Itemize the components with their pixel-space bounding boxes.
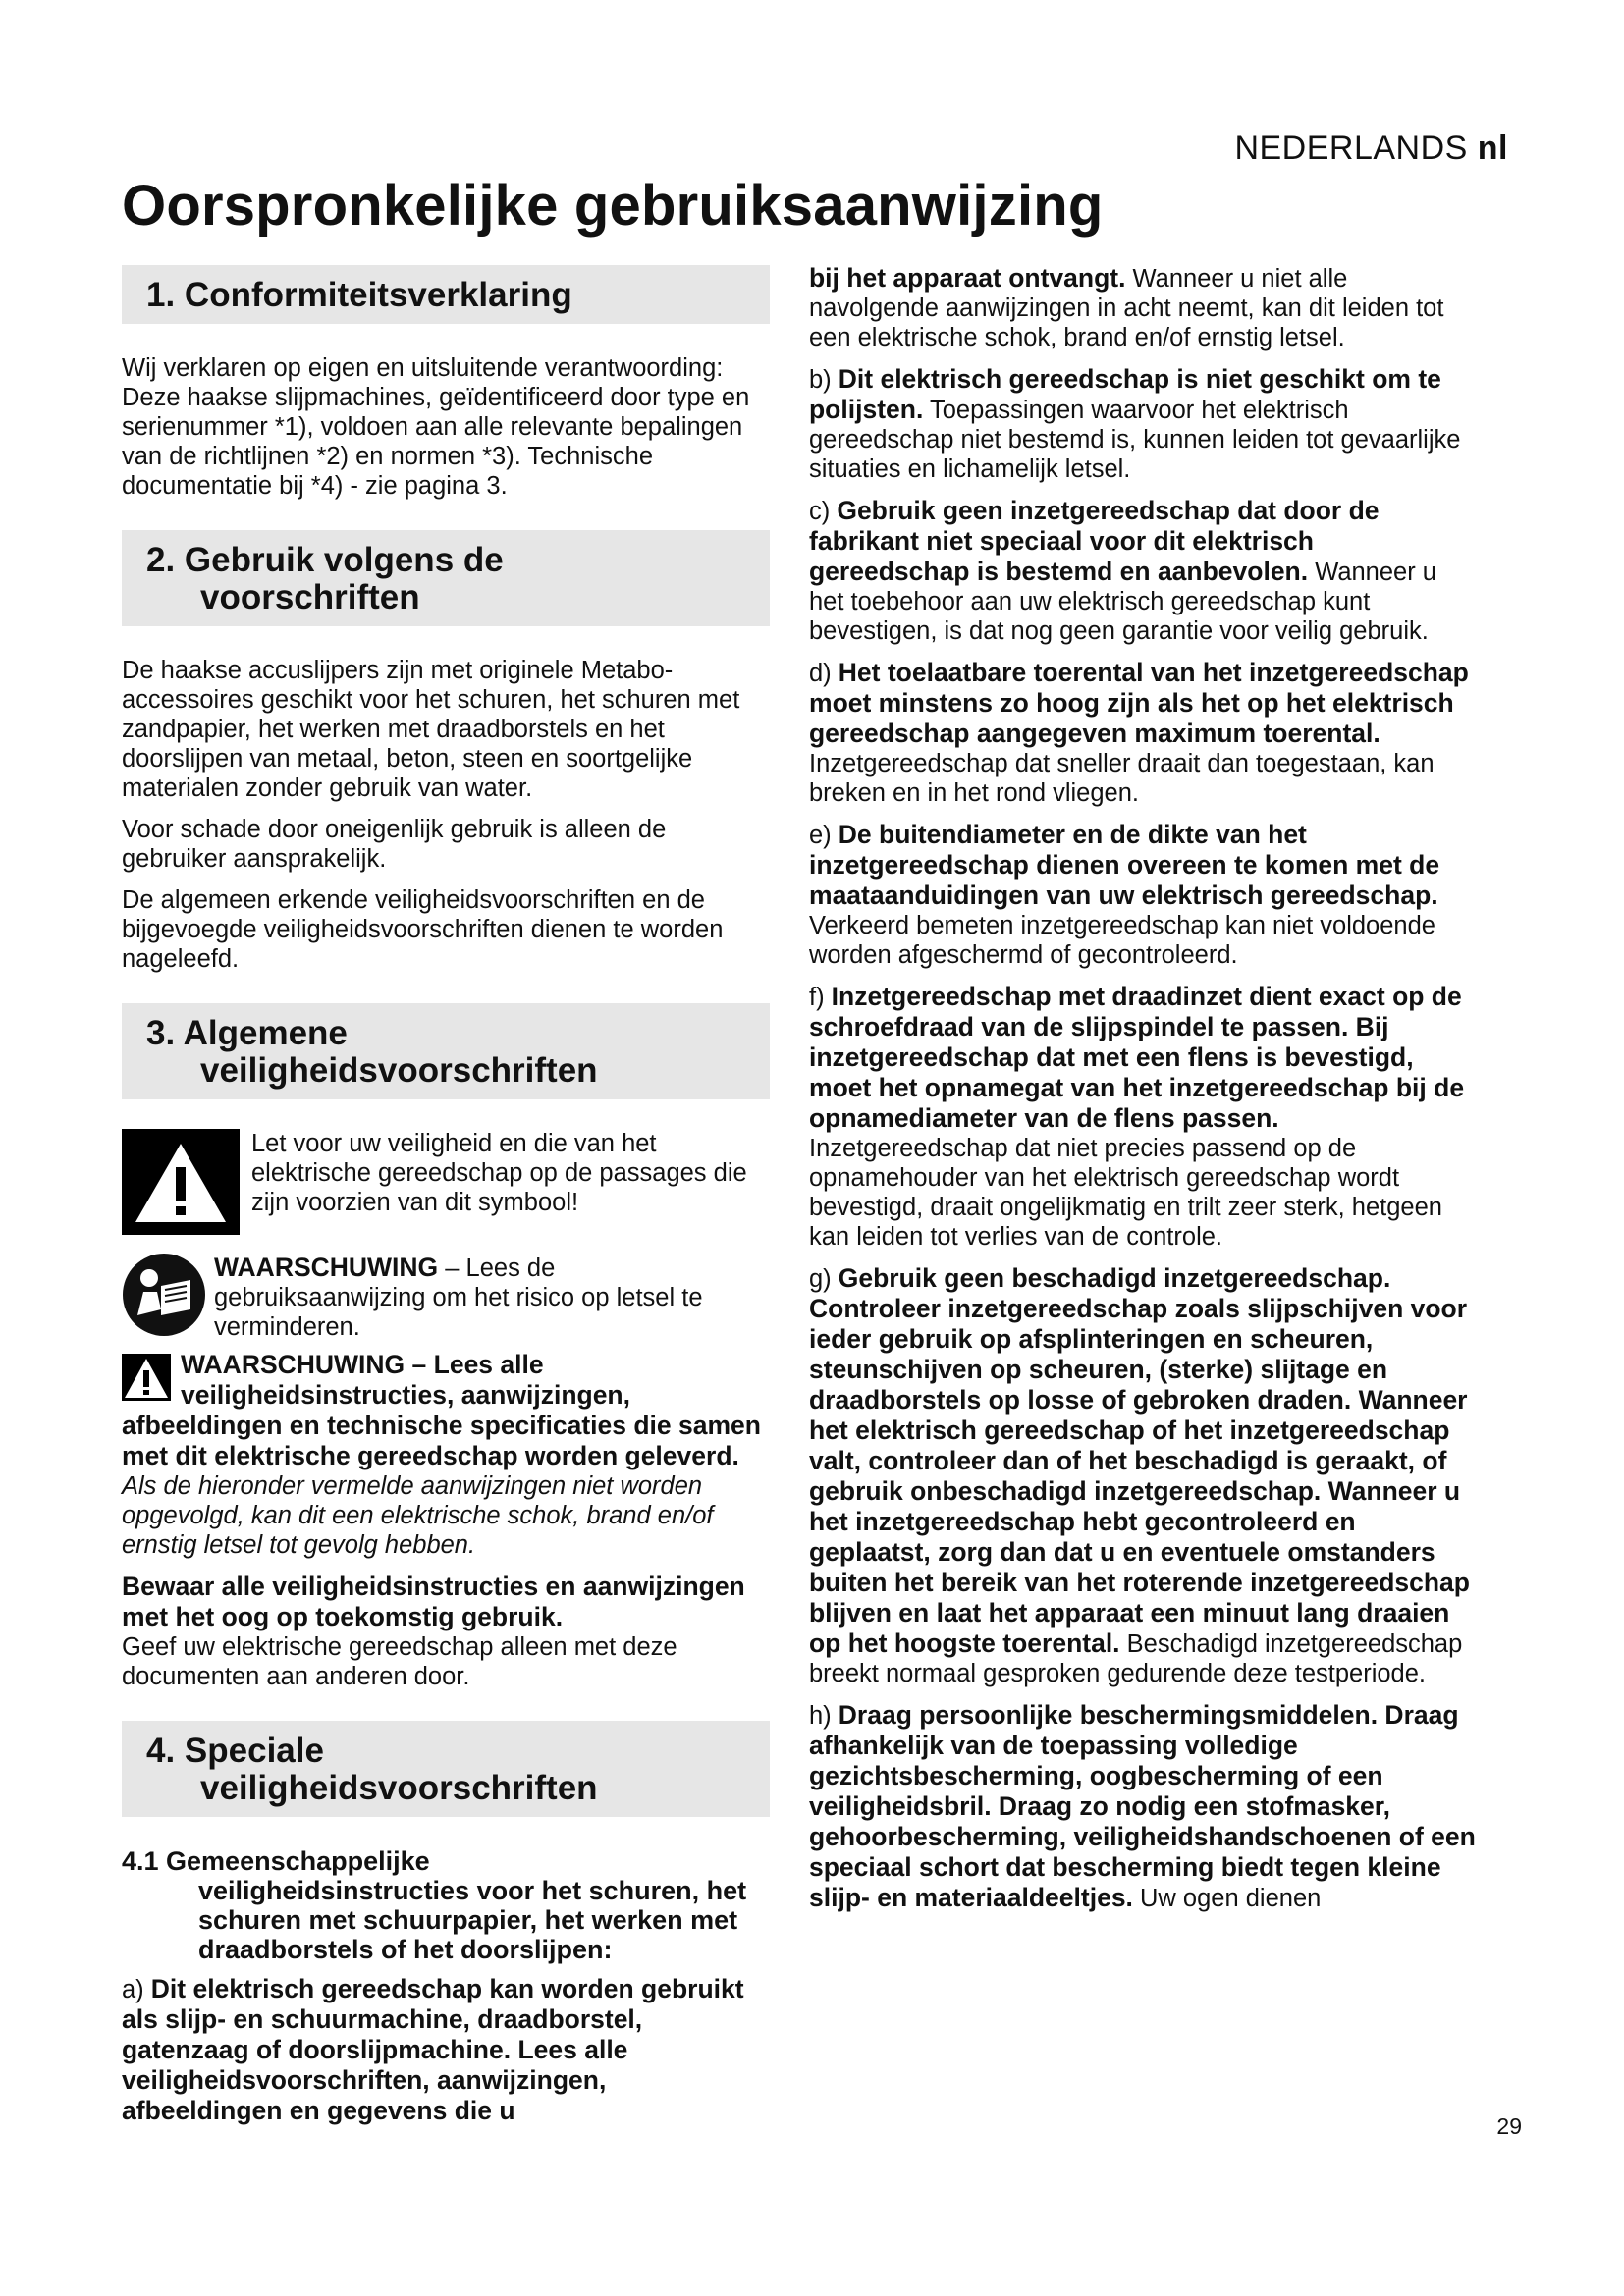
- item-e-marker: e): [809, 822, 839, 849]
- item-f-bold: Inzetgereedschap met draadinzet dient exact op de schroefdraad van de slijpspindel te passen. Bij inzetgereedschap dat met een flens is bevestigd, moet het opnamegat van het inzetgereedschap bij de opnamediameter van de flens passen.: [809, 982, 1465, 1133]
- read-manual-icon: [122, 1253, 206, 1337]
- item-g-marker: g): [809, 1265, 839, 1293]
- item-h-marker: h): [809, 1702, 839, 1730]
- item-d-marker: d): [809, 660, 839, 687]
- page-number: 29: [1496, 2113, 1522, 2139]
- item-g: [809, 1263, 1477, 1688]
- item-f-text: Inzetgereedschap dat niet precies passend op de opnamehouder van het elektrisch gereedschap wordt bevestigd, draait ongelijkmatig en trilt zeer sterk, hetgeen kan leiden tot verlies van de controle.: [809, 1135, 1442, 1251]
- read-manual-warning-text: – Lees de gebruiksaanwijzing om het risico op letsel te verminderen.: [214, 1255, 703, 1341]
- item-f: [809, 982, 1477, 1252]
- item-c: [809, 496, 1477, 646]
- section-heading-4: [122, 1721, 770, 1817]
- section-heading-2-line2: voorschriften: [200, 578, 420, 616]
- language-name: NEDERLANDS: [1234, 130, 1468, 167]
- keep-instructions-bold: [122, 1572, 770, 1632]
- item-g-text: Beschadigd inzetgereedschap breekt normaal gesproken gedurende deze testperiode.: [809, 1630, 1463, 1687]
- warning-symbol-text: Let voor uw veiligheid en die van het elektrische gereedschap op de passages die zijn voorzien van dit symbool!: [251, 1130, 747, 1216]
- section-heading-1: [122, 265, 770, 324]
- keep-instructions-text: Geef uw elektrische gereedschap alleen met deze documenten aan anderen door.: [122, 1633, 677, 1690]
- item-e-text: Verkeerd bemeten inzetgereedschap kan niet voldoende worden afgeschermd of gecontroleerd.: [809, 912, 1435, 969]
- item-a: [122, 1974, 770, 2126]
- item-h-text: Uw ogen dienen: [1132, 1885, 1322, 1912]
- item-a-bold: Dit elektrisch gereedschap kan worden gebruikt als slijp- en schuurmachine, draadborstel, gatenzaag of doorslijpmachine. Lees alle veiligheidsvoorschriften, aanwijzingen, afbeeldingen en gegevens die u: [122, 1974, 744, 2125]
- item-b-bold: Dit elektrisch gereedschap is niet geschikt om te polijsten.: [809, 364, 1441, 424]
- warning-symbol-row: [122, 1129, 770, 1235]
- subsection-heading-4-1-line2: veiligheidsinstructies voor het schuren, het schuren met schuurpapier, het werken met draadborstels of het doorslijpen:: [198, 1876, 747, 1964]
- item-a-marker: a): [122, 1976, 151, 2003]
- keep-instructions-bold-text: Bewaar alle veiligheidsinstructies en aanwijzingen met het oog op toekomstig gebruik.: [122, 1572, 745, 1631]
- small-warning-triangle-icon: [122, 1354, 171, 1401]
- item-c-text: Wanneer u het toebehoor aan uw elektrisch gereedschap kunt bevestigen, is dat nog geen garantie voor veilig gebruik.: [809, 559, 1436, 645]
- item-d: [809, 658, 1477, 808]
- page-title: Oorspronkelijke gebruiksaanwijzing: [122, 174, 1104, 238]
- section-2-paragraph-3: De algemeen erkende veiligheidsvoorschriften en de bijgevoegde veiligheidsvoorschriften dienen te worden nageleefd.: [122, 886, 724, 973]
- item-e-bold: De buitendiameter en de dikte van het inzetgereedschap dienen overeen te komen met de maataanduidingen van uw elektrisch gereedschap.: [809, 820, 1440, 910]
- section-heading-1-text: 1. Conformiteitsverklaring: [146, 276, 572, 314]
- item-b-marker: b): [809, 366, 839, 394]
- subsection-heading-4-1-line1: 4.1 Gemeenschappelijke: [122, 1846, 430, 1876]
- item-d-text: Inzetgereedschap dat sneller draait dan toegestaan, kan breken en in het rond vliegen.: [809, 750, 1435, 807]
- left-column: [122, 265, 770, 2138]
- section-heading-2-line1: 2. Gebruik volgens de: [146, 541, 504, 579]
- general-warning-paragraph: [122, 1350, 770, 1560]
- item-c-bold: Gebruik geen inzetgereedschap dat door de fabrikant niet speciaal voor dit elektrisch gereedschap is bestemd en aanbevolen.: [809, 496, 1380, 586]
- section-2-paragraph-1: De haakse accuslijpers zijn met originele Metabo-accessoires geschikt voor het schuren, het schuren met zandpapier, het werken met draadborstels en het doorslijpen van metaal, beton, steen en soortgelijke materialen zonder gebruik van water.: [122, 657, 740, 802]
- item-b-text: Toepassingen waarvoor het elektrisch gereedschap niet bestemd is, kunnen leiden tot gevaarlijke situaties en lichamelijk letsel.: [809, 397, 1461, 483]
- section-heading-3-line2: veiligheidsvoorschriften: [200, 1051, 598, 1090]
- item-d-bold: Het toelaatbare toerental van het inzetgereedschap moet minstens zo hoog zijn als het op het elektrisch gereedschap aangegeven maximum toerental.: [809, 658, 1469, 748]
- language-code: nl: [1477, 130, 1508, 167]
- item-a-continued: [809, 263, 1477, 352]
- section-heading-2: [122, 530, 770, 626]
- item-f-marker: f): [809, 984, 832, 1011]
- section-heading-4-line2: veiligheidsvoorschriften: [200, 1769, 598, 1807]
- section-heading-3-line1: 3. Algemene: [146, 1014, 348, 1052]
- read-manual-warning-label: WAARSCHUWING: [214, 1253, 439, 1282]
- item-h: [809, 1700, 1477, 1913]
- read-manual-row: [122, 1253, 770, 1342]
- section-heading-4-line1: 4. Speciale: [146, 1732, 324, 1770]
- read-manual-text: [214, 1253, 770, 1342]
- item-c-marker: c): [809, 498, 838, 525]
- right-column: [809, 263, 1477, 1925]
- warning-triangle-icon: [122, 1129, 240, 1235]
- item-h-bold: Draag persoonlijke beschermingsmiddelen. Draag afhankelijk van de toepassing volledige gezichtsbescherming, oogbescherming of een veiligheidsbril. Draag zo nodig een stofmasker, gehoorbescherming, veiligheidshandschoenen of een speciaal schort dat bescherming biedt tegen kleine slijp- en materiaaldeeltjes.: [809, 1700, 1476, 1912]
- general-warning-italic: Als de hieronder vermelde aanwijzingen niet worden opgevolgd, kan dit een elektrische schok, brand en/of ernstig letsel tot gevolg hebben.: [122, 1472, 714, 1559]
- item-a-continued-text: Wanneer u niet alle navolgende aanwijzingen in acht neemt, kan dit leiden tot een elektrische schok, brand en/of ernstig letsel.: [809, 265, 1444, 351]
- section-1-paragraph: Wij verklaren op eigen en uitsluitende verantwoording: Deze haakse slijpmachines, geïdentificeerd door type en serienummer *1), voldoen aan alle relevante bepalingen van de richtlijnen *2) en normen *3). Technische documentatie bij *4) - zie pagina 3.: [122, 354, 750, 500]
- section-heading-3: [122, 1003, 770, 1099]
- item-g-bold: Gebruik geen beschadigd inzetgereedschap. Controleer inzetgereedschap zoals slijpschijven voor ieder gebruik op afsplinteringen en scheuren, steunschijven op scheuren, (sterke) slijtage en draadborstels op losse of gebroken draden. Wanneer het elektrisch gereedschap of het inzetgereedschap valt, controleer dan of het beschadigd is geraakt, of gebruik onbeschadigd inzetgereedschap. Wanneer u het inzetgereedschap hebt gecontroleerd en geplaatst, zorg dan dat u en eventuele omstanders buiten het bereik van het roterende inzetgereedschap blijven en laat het apparaat een minuut lang draaien op het hoogste toerental.: [809, 1263, 1470, 1658]
- item-e: [809, 820, 1477, 970]
- subsection-heading-4-1: [122, 1846, 770, 1964]
- language-label: [1234, 130, 1508, 168]
- section-2-paragraph-2: Voor schade door oneigenlijk gebruik is alleen de gebruiker aansprakelijk.: [122, 816, 667, 873]
- general-warning-bold: WAARSCHUWING – Lees alle veiligheidsinstructies, aanwijzingen, afbeeldingen en technische specificaties die samen met dit elektrische gereedschap worden geleverd.: [122, 1350, 761, 1470]
- item-a-continued-bold: bij het apparaat ontvangt.: [809, 263, 1126, 293]
- item-b: [809, 364, 1477, 484]
